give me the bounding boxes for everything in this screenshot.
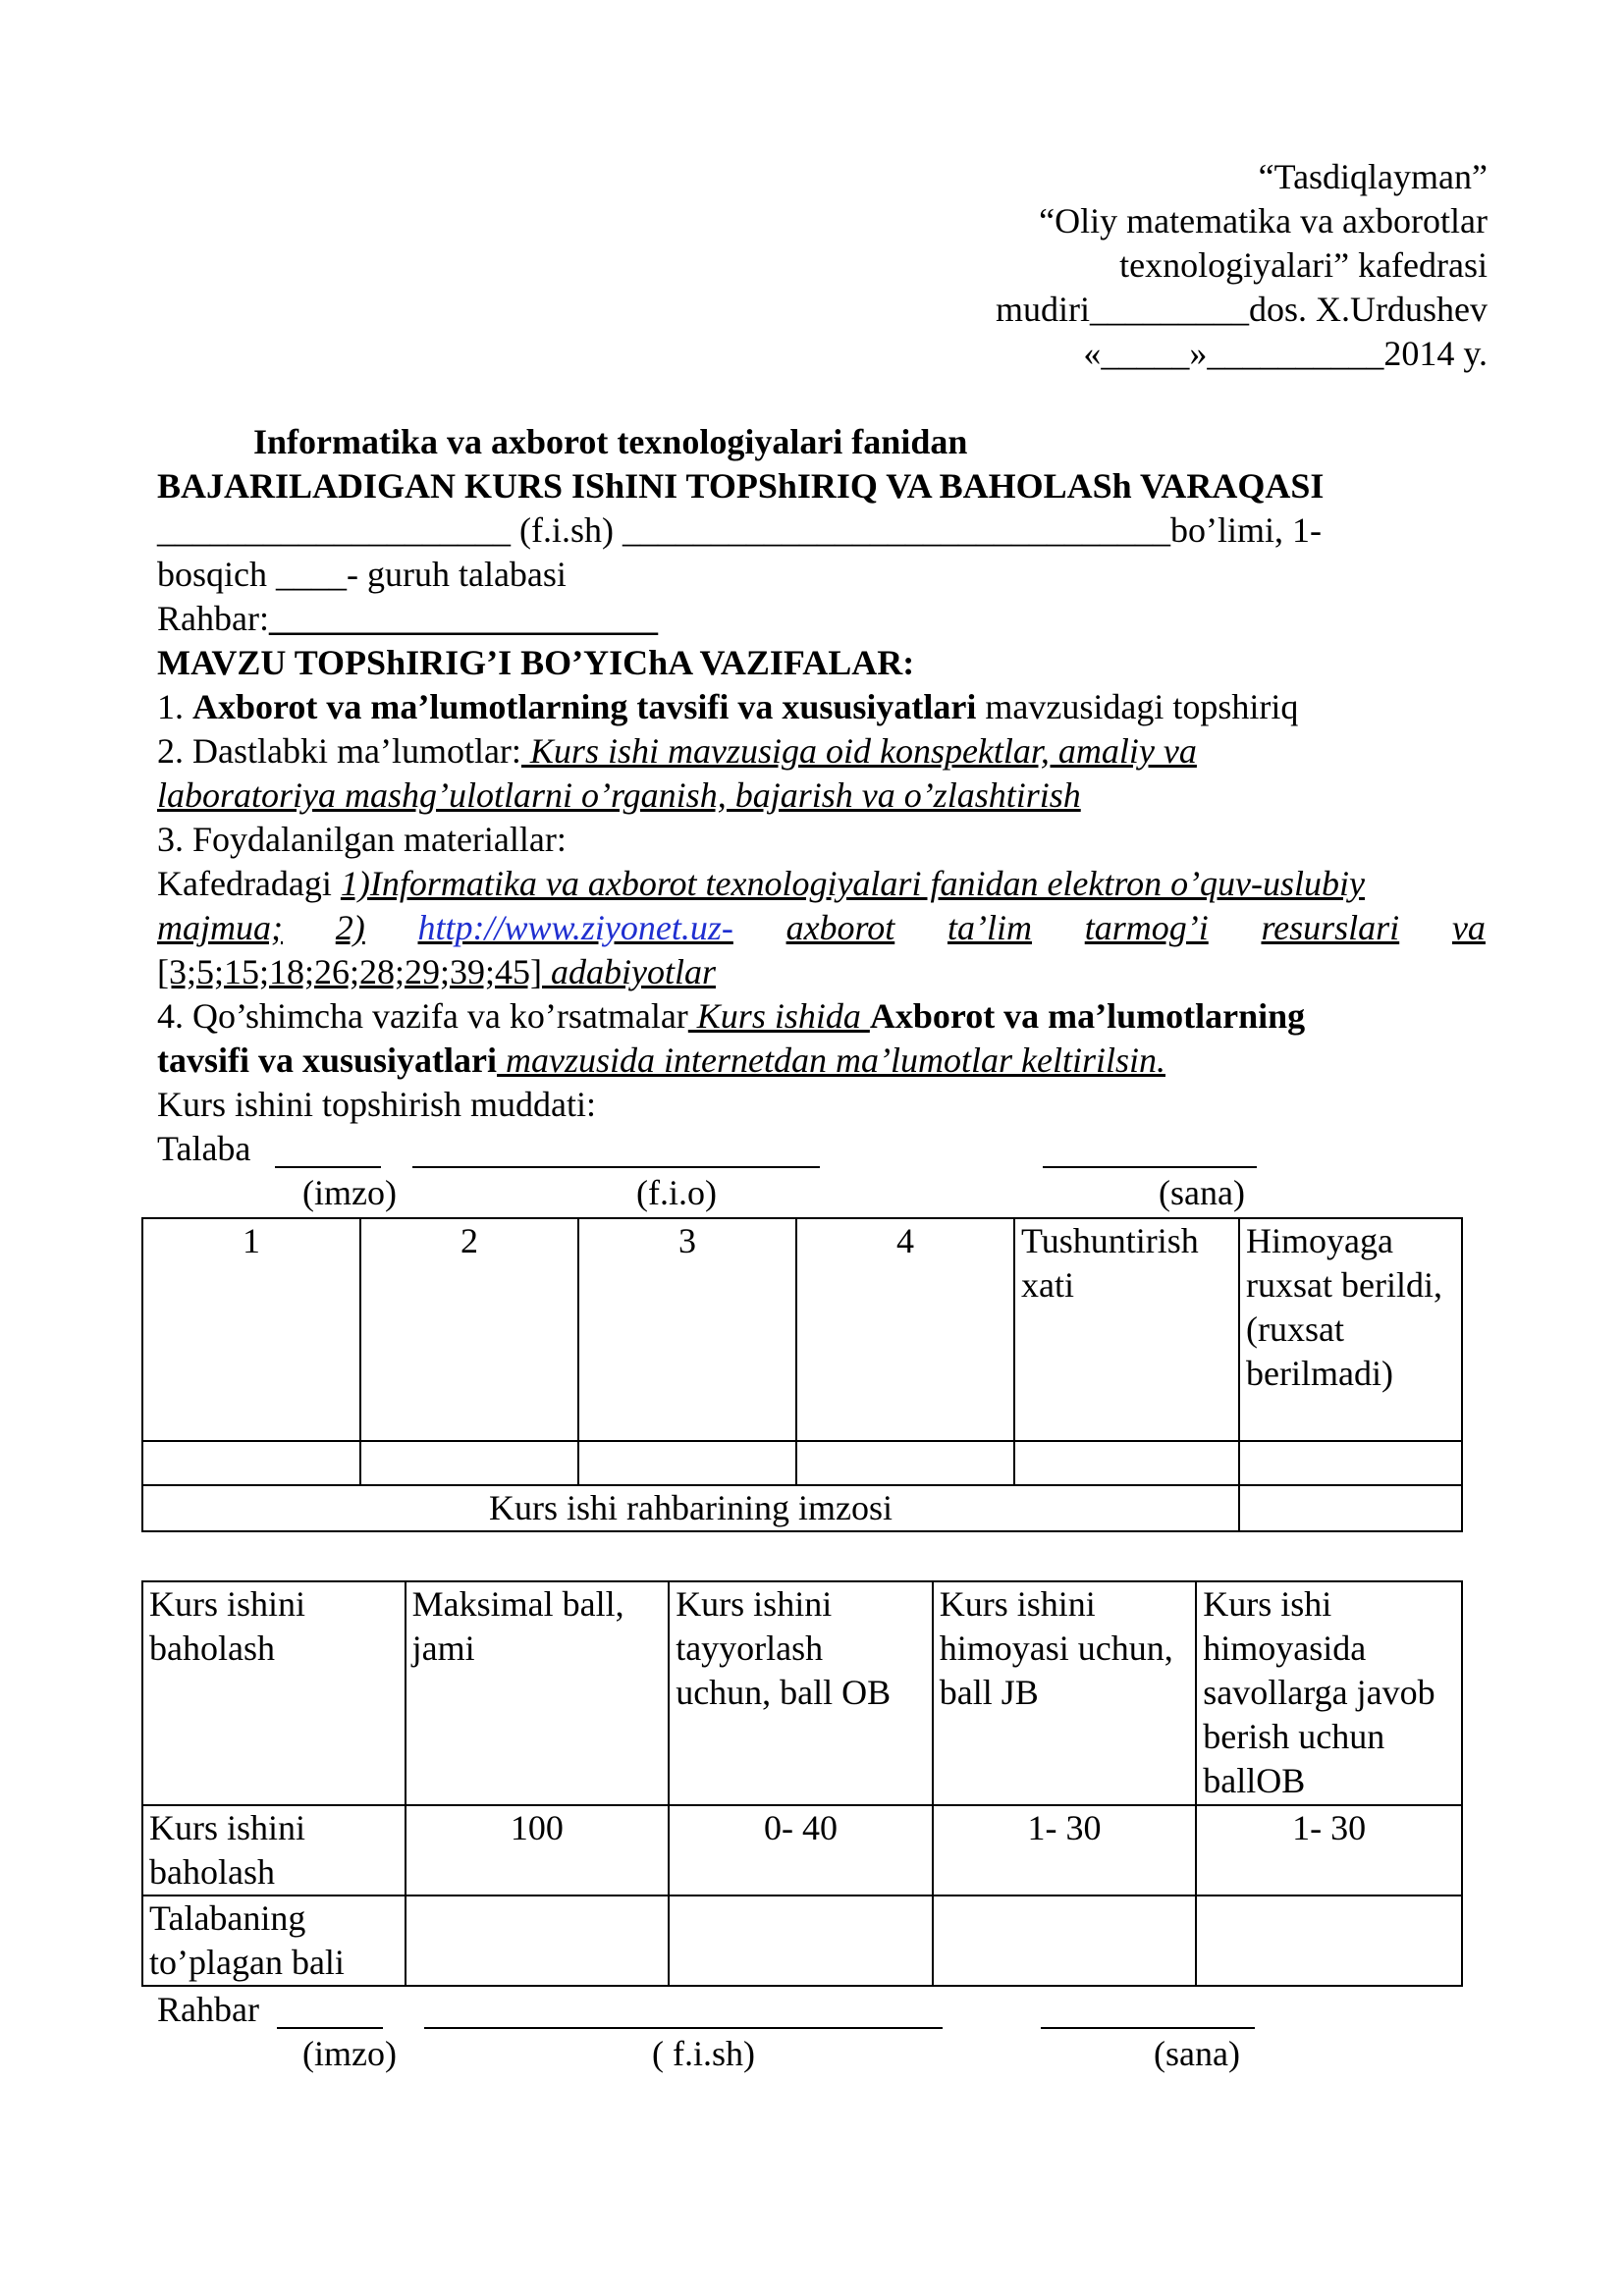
- table2-header-1: Kurs ishini baholash: [142, 1581, 406, 1805]
- task-4-text: Kurs ishida: [687, 996, 870, 1036]
- talaba-fio-blank: [412, 1166, 820, 1168]
- task-3-word-majmua: majmua;: [157, 908, 283, 947]
- approval-line-3: texnologiyalari” kafedrasi: [1119, 245, 1488, 285]
- task-2: [157, 729, 1197, 774]
- table1-cell: [796, 1441, 1014, 1485]
- rahbar-sana-blank: [1041, 2027, 1255, 2029]
- approval-line-5: «_____»__________2014 y.: [1083, 334, 1488, 373]
- table1-header-3: 3: [578, 1218, 796, 1441]
- approval-line-1: “Tasdiqlayman”: [1258, 157, 1488, 196]
- table-row: [142, 1896, 1462, 1986]
- rahbar-line: [157, 597, 658, 641]
- table1-header-defense: Himoyaga ruxsat berildi, (ruxsat berilmadi): [1239, 1218, 1462, 1441]
- rahbar-sign-label: Rahbar: [157, 1990, 259, 2029]
- task-2-text: Kurs ishi mavzusiga oid konspektlar, amaliy va: [520, 731, 1197, 771]
- rahbar-label: Rahbar:: [157, 599, 269, 638]
- task-1: [157, 685, 1298, 729]
- table1-header-1: 1: [142, 1218, 360, 1441]
- task-3-word-2: 2): [335, 908, 365, 947]
- task-3-references: [157, 950, 716, 994]
- task-1-topic: Axborot va ma’lumotlarning tavsifi va xususiyatlari: [192, 687, 977, 726]
- table-row: [142, 1485, 1462, 1531]
- table2-cell: [933, 1896, 1197, 1986]
- task-4-continued: [157, 1039, 1165, 1083]
- tasks-heading: MAVZU TOPShIRIG’I BO’YIChA VAZIFALAR:: [157, 643, 915, 682]
- rahbar-fish-blank: [424, 2027, 943, 2029]
- table2-cell: [669, 1896, 933, 1986]
- task-3-materials-2: [157, 906, 1486, 950]
- table2-row1-ob: 0- 40: [669, 1805, 933, 1896]
- talaba-imzo-blank: [275, 1166, 381, 1168]
- table2-row1-max: 100: [406, 1805, 670, 1896]
- student-name-line: ____________________ (f.i.sh) _______________________________bo’limi, 1-: [157, 510, 1322, 550]
- table1-header-4: 4: [796, 1218, 1014, 1441]
- task-4-instruction: mavzusida internetdan ma’lumotlar keltirilsin.: [497, 1041, 1165, 1080]
- talaba-signature-line: [157, 1127, 250, 1171]
- task-4-topic: Axborot va ma’lumotlarning: [869, 996, 1306, 1036]
- talaba-imzo-caption: (imzo): [302, 1173, 397, 1212]
- task-3-word-tarmogi: tarmog’i: [1084, 908, 1209, 947]
- subject-title: Informatika va axborot texnologiyalari fanidan: [253, 422, 968, 461]
- talaba-label: Talaba: [157, 1129, 251, 1168]
- grading-table: [141, 1580, 1463, 1987]
- task-3-materials: [157, 862, 1486, 906]
- rahbar-imzo-caption: (imzo): [302, 2034, 397, 2073]
- talaba-fio-caption: (f.i.o): [636, 1173, 717, 1212]
- task-1-rest: mavzusidagi topshiriq: [976, 687, 1299, 726]
- rahbar-fish-caption: ( f.i.sh): [652, 2034, 755, 2073]
- talaba-sana-caption: (sana): [1159, 1173, 1245, 1212]
- table-row: [142, 1441, 1462, 1485]
- table2-header-4: Kurs ishini himoyasi uchun, ball JB: [933, 1581, 1197, 1805]
- table2-header-2: Maksimal ball, jami: [406, 1581, 670, 1805]
- task-3-word-talim: ta’lim: [947, 908, 1032, 947]
- ziyonet-link[interactable]: http://www.ziyonet.uz-: [417, 908, 733, 947]
- rahbar-blank: ______________________: [268, 599, 658, 638]
- page-title: BAJARILADIGAN KURS IShINI TOPShIRIQ VA BAHOLASh VARAQASI: [157, 466, 1325, 506]
- table2-row2-label: Talabaning to’plagan bali: [142, 1896, 406, 1986]
- supervisor-signature-label: Kurs ishi rahbarining imzosi: [142, 1485, 1239, 1531]
- student-group-line: bosqich ____- guruh talabasi: [157, 555, 567, 594]
- task-4-topic-continued: tavsifi va xususiyatlari: [157, 1041, 498, 1080]
- table1-header-2: 2: [360, 1218, 578, 1441]
- rahbar-signature-line: [157, 1988, 259, 2032]
- table-row: [142, 1805, 1462, 1896]
- table1-cell: [578, 1441, 796, 1485]
- deadline-label: Kurs ishini topshirish muddati:: [157, 1085, 597, 1124]
- table1-cell: [142, 1441, 360, 1485]
- task-3-word-resurslari: resurslari: [1261, 908, 1400, 947]
- table1-cell: [1239, 1441, 1462, 1485]
- approval-line-2: “Oliy matematika va axborotlar: [1039, 201, 1488, 240]
- task-3-reference-list: [3;5;15;18;26;28;29;39;45]: [157, 952, 542, 991]
- table2-row1-label: Kurs ishini baholash: [142, 1805, 406, 1896]
- task-3-adabiyotlar: adabiyotlar: [542, 952, 716, 991]
- task-4: [157, 994, 1305, 1039]
- table-row: [142, 1581, 1462, 1805]
- task-3-prefix: Kafedradagi: [157, 864, 341, 903]
- table2-header-5: Kurs ishi himoyasida savollarga javob berish uchun ballOB: [1196, 1581, 1462, 1805]
- rahbar-imzo-blank: [277, 2027, 383, 2029]
- task-2-text-continued: laboratoriya mashg’ulotlarni o’rganish, bajarish va o’zlashtirish: [157, 775, 1081, 815]
- task-3-material-1: 1)Informatika va axborot texnologiyalari fanidan elektron o’quv-uslubiy: [340, 864, 1366, 903]
- task-2-label: 2. Dastlabki ma’lumotlar:: [157, 731, 521, 771]
- assignment-table: [141, 1217, 1463, 1532]
- task-3-word-va: va: [1451, 908, 1486, 947]
- table2-row1-jb: 1- 30: [933, 1805, 1197, 1896]
- table1-header-explanation: Tushuntirish xati: [1014, 1218, 1239, 1441]
- table1-cell: [360, 1441, 578, 1485]
- task-1-number: 1.: [157, 687, 192, 726]
- task-3-word-axborot: axborot: [785, 908, 895, 947]
- table1-cell: [1014, 1441, 1239, 1485]
- table-row: [142, 1218, 1462, 1441]
- task-3-label: 3. Foydalanilgan materiallar:: [157, 820, 567, 859]
- table2-header-3: Kurs ishini tayyorlash uchun, ball OB: [669, 1581, 933, 1805]
- rahbar-sana-caption: (sana): [1154, 2034, 1240, 2073]
- table2-cell: [1196, 1896, 1462, 1986]
- supervisor-signature-cell: [1239, 1485, 1462, 1531]
- talaba-sana-blank: [1043, 1166, 1257, 1168]
- task-4-label: 4. Qo’shimcha vazifa va ko’rsatmalar: [157, 996, 688, 1036]
- table2-cell: [406, 1896, 670, 1986]
- table2-row1-ob2: 1- 30: [1196, 1805, 1462, 1896]
- approval-line-4: mudiri_________dos. X.Urdushev: [996, 290, 1488, 329]
